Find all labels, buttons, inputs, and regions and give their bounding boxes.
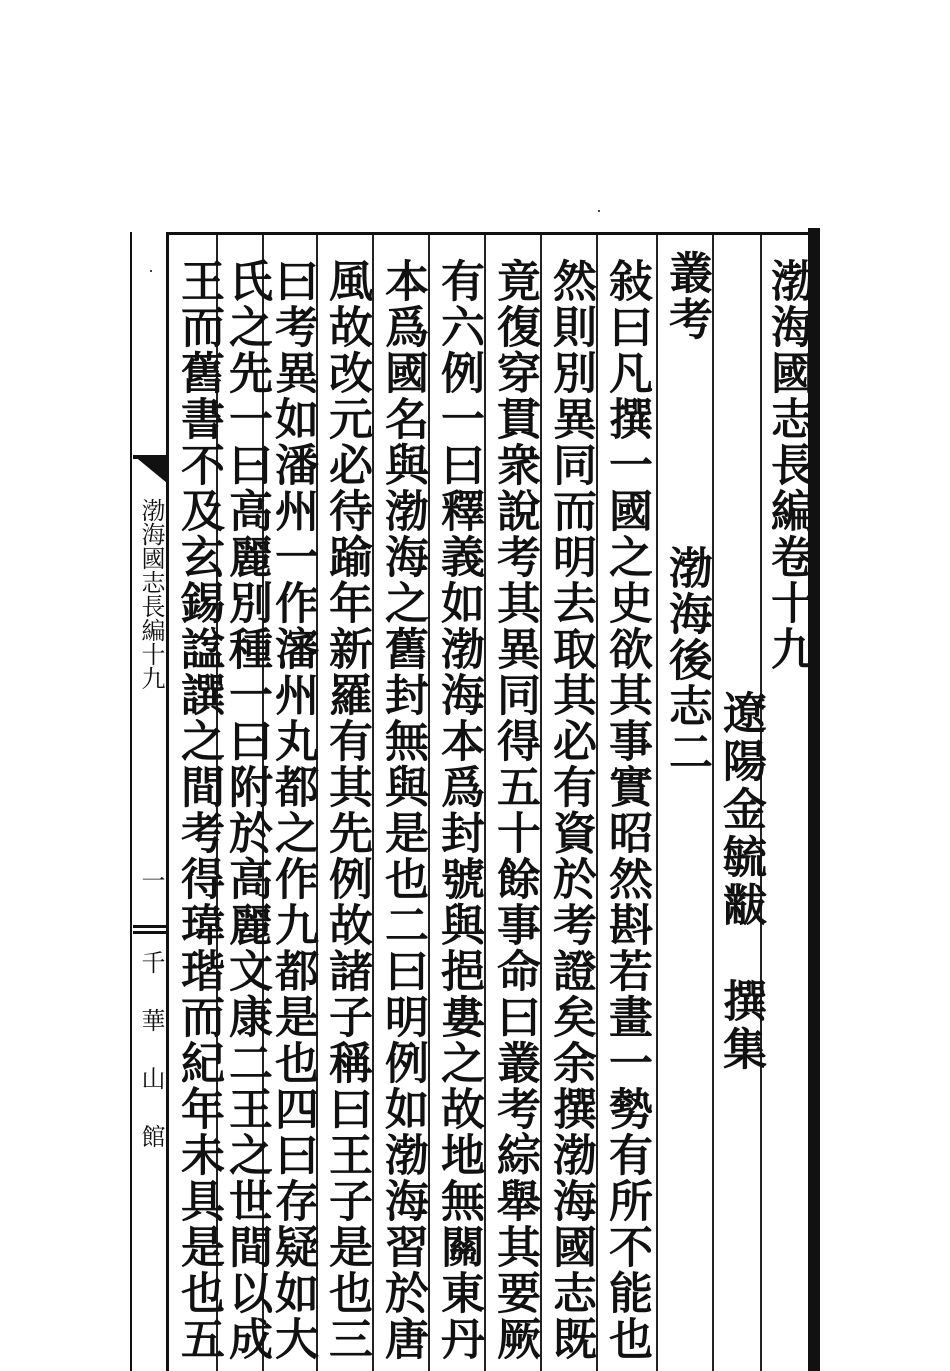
- scan-speck: [598, 210, 600, 212]
- gutter-publisher: 千華山館: [137, 950, 165, 1182]
- gutter-rule: [130, 232, 132, 1371]
- body-line: 王而舊書不及玄錫諡譔之間考得瑋瑎而紀年未具是也五: [173, 258, 224, 1362]
- body-line: 氏之先一曰高麗別種一曰附於高麗文康二王之世間以成: [221, 258, 272, 1362]
- column-rule: [596, 235, 598, 1371]
- body-line: 然則別異同而明去取其必有資於考證矣余撰渤海國志既: [545, 258, 596, 1362]
- frame-top-rule: [168, 232, 820, 235]
- fish-tail-mark: [133, 455, 167, 483]
- book-title: 渤海國志長編卷十九: [763, 258, 814, 672]
- column-rule: [484, 235, 486, 1371]
- body-line: 曰考異如潘州一作瀋州丸都之作九都是也四曰存疑如大: [267, 258, 318, 1362]
- chapter-title: 渤海後志二: [661, 545, 712, 775]
- column-rule: [540, 235, 542, 1371]
- body-line: 竟復穿貫衆說考其異同得五十餘事命曰叢考綜舉其要厥: [489, 258, 540, 1362]
- gutter-double-rule: [133, 925, 167, 935]
- column-rule: [372, 235, 374, 1371]
- author-line: 遼陽金毓黻 撰集: [715, 690, 766, 1074]
- frame-left-rule: [166, 232, 169, 1371]
- gutter-title: 渤海國志長編十九: [137, 498, 165, 690]
- body-line: 本爲國名與渤海之舊封無與是也二曰明例如渤海習於唐: [377, 258, 428, 1362]
- section-heading: 叢考: [661, 250, 712, 342]
- body-line: 風故改元必待踰年新羅有其先例故諸子稱曰王子是也三: [321, 258, 372, 1362]
- scan-speck: [150, 270, 152, 272]
- gutter-page-number: 一: [137, 868, 165, 892]
- column-rule: [428, 235, 430, 1371]
- column-rule: [656, 235, 658, 1371]
- body-line: 敍曰凡撰一國之史欲其事實昭然斟若畫一勢有所不能也: [601, 258, 652, 1362]
- body-line: 有六例一曰釋義如渤海本爲封號與挹婁之故地無關東丹: [433, 258, 484, 1362]
